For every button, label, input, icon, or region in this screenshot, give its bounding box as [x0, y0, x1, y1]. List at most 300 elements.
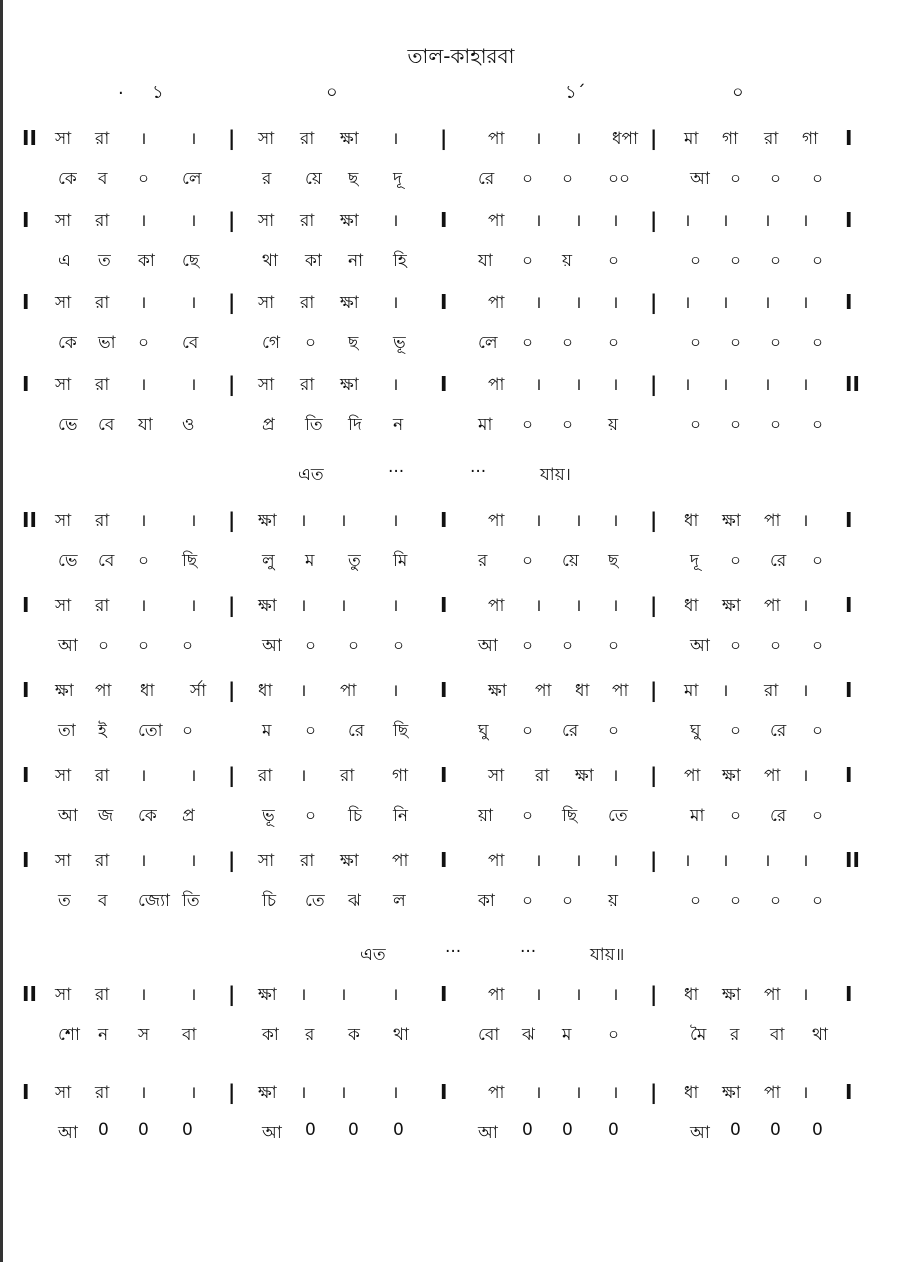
swara-note: । [190, 129, 197, 149]
swara-note: । [612, 985, 619, 1005]
bar-line: II [845, 372, 860, 396]
lyric-syllable: 0 [182, 1120, 193, 1140]
lyric-syllable: মা [690, 806, 705, 826]
swara-note: সা [55, 293, 72, 313]
lyric-syllable: ও [182, 415, 195, 435]
lyric-syllable: লু [262, 551, 275, 571]
lyric-syllable: ভে [58, 415, 78, 435]
swara-note: ক্ষা [340, 211, 359, 231]
lyric-syllable: আ [262, 1123, 282, 1143]
lyric-syllable: ০ [305, 333, 317, 353]
swara-note: পা [488, 1083, 505, 1103]
notation-line [0, 372, 922, 452]
swara-note: । [802, 293, 809, 313]
lyric-syllable: য়ে [562, 551, 579, 571]
lyric-syllable: ০ [522, 806, 534, 826]
lyric-syllable: ০ [730, 415, 742, 435]
lyric-syllable: ০ [305, 636, 317, 656]
swara-note: । [300, 681, 307, 701]
swara-note: পা [488, 985, 505, 1005]
swara-note: গা [392, 766, 409, 786]
swara-note: । [190, 511, 197, 531]
lyric-syllable: বে [98, 551, 115, 571]
lyric-syllable: ল [393, 891, 406, 911]
swara-note: । [190, 293, 197, 313]
swara-note: রা [340, 766, 355, 786]
lyric-syllable: য় [608, 891, 619, 911]
bar-line: | [650, 593, 658, 617]
lyric-syllable: কে [58, 169, 77, 189]
swara-note: ক্ষা [575, 766, 594, 786]
lyric-syllable: ম [562, 1025, 572, 1045]
lyric-syllable: থা [812, 1025, 828, 1045]
swara-note: রা [300, 851, 315, 871]
swara-note: ক্ষা [722, 985, 741, 1005]
swara-note: পা [340, 681, 357, 701]
swara-note: । [392, 985, 399, 1005]
lyric-syllable: 0 [770, 1120, 781, 1140]
swara-note: রা [95, 211, 110, 231]
swara-note: । [535, 293, 542, 313]
swara-note: । [535, 129, 542, 149]
swara-note: পা [535, 681, 552, 701]
lyric-syllable: ০ [730, 169, 742, 189]
lyric-syllable: দি [348, 415, 362, 435]
lyric-syllable: ০ [562, 169, 574, 189]
swara-note: । [300, 511, 307, 531]
notation-line [0, 848, 922, 928]
swara-note: । [190, 985, 197, 1005]
lyric-syllable: মা [478, 415, 493, 435]
refrain-dots: ··· [445, 942, 462, 962]
swara-note: রা [300, 129, 315, 149]
bar-line: I [845, 126, 853, 150]
bar-line: I [22, 593, 30, 617]
swara-note: রা [764, 681, 779, 701]
swara-note: । [612, 766, 619, 786]
swara-note: সা [258, 293, 275, 313]
swara-note: । [575, 851, 582, 871]
swara-note: । [140, 511, 147, 531]
bar-line: | [228, 372, 236, 396]
lyric-syllable: ০ [812, 636, 824, 656]
bar-line: | [650, 290, 658, 314]
lyric-syllable: ০০ [608, 169, 631, 189]
lyric-syllable: 0 [522, 1120, 533, 1140]
lyric-syllable: ঘু [690, 721, 701, 741]
lyric-syllable: মৈ [690, 1025, 707, 1045]
refrain-dots: ··· [470, 462, 487, 482]
lyric-syllable: ০ [770, 333, 782, 353]
swara-note: । [392, 211, 399, 231]
swara-note: । [140, 766, 147, 786]
swara-note: সা [258, 375, 275, 395]
swara-note: র্সা [190, 681, 207, 701]
swara-note: রা [95, 511, 110, 531]
lyric-syllable: ব [98, 169, 108, 189]
swara-note: মা [684, 681, 699, 701]
swara-note: । [802, 511, 809, 531]
swara-note: রা [300, 211, 315, 231]
swara-note: । [684, 293, 691, 313]
swara-note: । [300, 596, 307, 616]
swara-note: । [535, 511, 542, 531]
swara-note: সা [488, 766, 505, 786]
swara-note: পা [764, 596, 781, 616]
swara-note: পা [764, 1083, 781, 1103]
swara-note: । [802, 681, 809, 701]
swara-note: ধা [575, 681, 590, 701]
lyric-syllable: ০ [730, 891, 742, 911]
lyric-syllable: তা [58, 721, 76, 741]
swara-note: রা [95, 293, 110, 313]
lyric-syllable: ০ [348, 636, 360, 656]
bar-line: I [845, 982, 853, 1006]
bar-line: I [440, 678, 448, 702]
swara-row [0, 982, 922, 1022]
lyric-syllable: ০ [522, 636, 534, 656]
lyric-syllable: ০ [522, 251, 534, 271]
swara-note: । [722, 211, 729, 231]
swara-note: । [802, 596, 809, 616]
swara-note: । [722, 681, 729, 701]
swara-note: । [575, 985, 582, 1005]
lyric-syllable: ০ [690, 333, 702, 353]
lyric-syllable: 0 [562, 1120, 573, 1140]
swara-note: । [802, 766, 809, 786]
refrain-word: যায়। [540, 465, 571, 485]
lyric-row [0, 1120, 922, 1160]
swara-note: । [612, 211, 619, 231]
swara-note: । [190, 596, 197, 616]
beat-mark: ১ [152, 82, 164, 103]
lyric-syllable: জ্যো [138, 891, 170, 911]
swara-note: । [612, 511, 619, 531]
bar-line: | [650, 208, 658, 232]
lyric-syllable: য় [608, 415, 619, 435]
lyric-syllable: যা [478, 251, 493, 271]
swara-row [0, 126, 922, 166]
lyric-syllable: ছি [393, 721, 409, 741]
swara-note: ধপা [612, 129, 638, 149]
refrain-dots: ··· [388, 462, 405, 482]
swara-note: ক্ষা [340, 129, 359, 149]
notation-line [0, 593, 922, 673]
lyric-syllable: ০ [522, 415, 534, 435]
lyric-syllable: যা [138, 415, 153, 435]
swara-note: । [575, 129, 582, 149]
bar-line: I [440, 1080, 448, 1104]
notation-line [0, 208, 922, 288]
swara-note: পা [764, 511, 781, 531]
swara-note: ক্ষা [722, 766, 741, 786]
swara-note: । [612, 851, 619, 871]
swara-note: ক্ষা [340, 293, 359, 313]
swara-note: পা [488, 375, 505, 395]
lyric-syllable: ০ [522, 721, 534, 741]
lyric-syllable: ত [98, 251, 111, 271]
swara-note: । [802, 211, 809, 231]
bar-line: I [22, 678, 30, 702]
swara-note: ক্ষা [55, 681, 74, 701]
notation-line [0, 763, 922, 843]
lyric-syllable: লে [182, 169, 202, 189]
refrain-dots: ··· [520, 942, 537, 962]
lyric-syllable: 0 [393, 1120, 404, 1140]
swara-note: । [392, 129, 399, 149]
lyric-syllable: য়ে [305, 169, 322, 189]
bar-line: I [22, 763, 30, 787]
bar-line: I [22, 208, 30, 232]
swara-note: ক্ষা [340, 375, 359, 395]
swara-note: ক্ষা [722, 1083, 741, 1103]
lyric-syllable: ০ [608, 333, 620, 353]
bar-line: I [22, 848, 30, 872]
swara-note: পা [488, 596, 505, 616]
swara-note: । [190, 211, 197, 231]
lyric-row [0, 633, 922, 673]
swara-note: ক্ষা [258, 596, 277, 616]
swara-note: । [140, 129, 147, 149]
swara-note: ক্ষা [258, 511, 277, 531]
bar-line: I [440, 290, 448, 314]
notation-line [0, 290, 922, 370]
bar-line: I [845, 593, 853, 617]
beat-mark: . [118, 78, 124, 99]
swara-note: । [802, 1083, 809, 1103]
lyric-syllable: ০ [138, 169, 150, 189]
bar-line: | [228, 678, 236, 702]
swara-note: পা [488, 851, 505, 871]
lyric-syllable: ০ [562, 333, 574, 353]
swara-note: ক্ষা [722, 511, 741, 531]
lyric-syllable: ০ [770, 636, 782, 656]
lyric-syllable: ০ [138, 333, 150, 353]
notation-line [0, 126, 922, 206]
swara-note: পা [392, 851, 409, 871]
lyric-row [0, 548, 922, 588]
swara-note: । [392, 681, 399, 701]
swara-note: । [140, 596, 147, 616]
beat-mark: ০ [326, 82, 338, 103]
lyric-syllable: কে [58, 333, 77, 353]
swara-note: সা [55, 851, 72, 871]
bar-line: | [650, 848, 658, 872]
swara-note: । [300, 985, 307, 1005]
refrain-word: এত [360, 945, 386, 965]
lyric-syllable: কা [262, 1025, 279, 1045]
swara-note: ক্ষা [488, 681, 507, 701]
bar-line: | [228, 593, 236, 617]
lyric-syllable: হি [393, 251, 407, 271]
lyric-syllable: ০ [522, 333, 534, 353]
lyric-syllable: ০ [812, 415, 824, 435]
swara-note: । [340, 1083, 347, 1103]
lyric-syllable: তে [608, 806, 628, 826]
lyric-syllable: র [262, 169, 272, 189]
lyric-syllable: ০ [608, 721, 620, 741]
lyric-syllable: ০ [305, 806, 317, 826]
swara-note: ধা [684, 511, 699, 531]
swara-note: সা [55, 985, 72, 1005]
bar-line: | [228, 848, 236, 872]
lyric-syllable: আ [58, 1123, 78, 1143]
swara-note: । [722, 851, 729, 871]
bar-line: I [845, 1080, 853, 1104]
swara-note: রা [95, 851, 110, 871]
lyric-syllable: তি [182, 891, 200, 911]
lyric-syllable: ০ [690, 415, 702, 435]
swara-note: পা [488, 129, 505, 149]
swara-note: সা [55, 596, 72, 616]
lyric-syllable: প্র [182, 806, 195, 826]
lyric-syllable: রে [770, 551, 787, 571]
swara-note: । [575, 596, 582, 616]
swara-row [0, 208, 922, 248]
lyric-syllable: কা [478, 891, 495, 911]
swara-note: ধা [684, 1083, 699, 1103]
swara-note: । [392, 596, 399, 616]
lyric-syllable: ০ [812, 721, 824, 741]
lyric-syllable: আ [58, 806, 78, 826]
lyric-syllable: আ [690, 169, 710, 189]
lyric-syllable: 0 [608, 1120, 619, 1140]
lyric-syllable: কে [138, 806, 157, 826]
swara-note: । [612, 293, 619, 313]
lyric-syllable: ০ [522, 169, 534, 189]
swara-note: । [722, 375, 729, 395]
swara-note: ক্ষা [722, 596, 741, 616]
lyric-syllable: ন [393, 415, 404, 435]
swara-note: রা [300, 375, 315, 395]
lyric-syllable: প্র [262, 415, 275, 435]
bar-line: | [650, 1080, 658, 1104]
lyric-syllable: তি [305, 415, 323, 435]
lyric-syllable: বে [98, 415, 115, 435]
swara-note: রা [535, 766, 550, 786]
swara-note: । [340, 985, 347, 1005]
lyric-syllable: ০ [182, 721, 194, 741]
lyric-syllable: ০ [138, 636, 150, 656]
lyric-syllable: ০ [770, 169, 782, 189]
swara-note: রা [95, 596, 110, 616]
swara-note: । [340, 596, 347, 616]
swara-note: । [684, 211, 691, 231]
lyric-syllable: আ [690, 636, 710, 656]
lyric-syllable: ছ [348, 169, 359, 189]
lyric-syllable: দূ [690, 551, 699, 571]
lyric-syllable: রে [770, 806, 787, 826]
swara-note: রা [95, 985, 110, 1005]
swara-note: । [612, 596, 619, 616]
bar-line: | [228, 508, 236, 532]
lyric-row [0, 803, 922, 843]
lyric-syllable: ০ [305, 721, 317, 741]
bar-line: I [440, 372, 448, 396]
swara-row [0, 508, 922, 548]
swara-note: । [684, 375, 691, 395]
lyric-syllable: রে [562, 721, 579, 741]
swara-row [0, 763, 922, 803]
lyric-syllable: ০ [138, 551, 150, 571]
lyric-syllable: ছে [182, 251, 200, 271]
bar-line: II [22, 982, 37, 1006]
lyric-syllable: থা [393, 1025, 409, 1045]
swara-note: রা [300, 293, 315, 313]
notation-line [0, 1080, 922, 1160]
lyric-syllable: 0 [348, 1120, 359, 1140]
lyric-syllable: দূ [393, 169, 402, 189]
bar-line: | [228, 126, 236, 150]
swara-note: । [802, 375, 809, 395]
notation-line [0, 982, 922, 1062]
swara-note: । [190, 851, 197, 871]
lyric-syllable: ছ [348, 333, 359, 353]
bar-line: | [228, 1080, 236, 1104]
lyric-syllable: ০ [608, 636, 620, 656]
swara-note: পা [95, 681, 112, 701]
swara-note: মা [684, 129, 699, 149]
lyric-syllable: য়া [478, 806, 493, 826]
lyric-syllable: থা [262, 251, 278, 271]
lyric-syllable: ০ [812, 333, 824, 353]
beat-markers [0, 78, 922, 108]
bar-line: | [228, 208, 236, 232]
swara-note: । [190, 1083, 197, 1103]
refrain-1 [0, 462, 922, 492]
lyric-syllable: ০ [812, 891, 824, 911]
page-title: তাল-কাহারবা [407, 44, 515, 68]
bar-line: I [22, 290, 30, 314]
swara-note: । [535, 375, 542, 395]
lyric-syllable: কা [138, 251, 155, 271]
lyric-syllable: ০ [562, 891, 574, 911]
lyric-syllable: চি [348, 806, 363, 826]
swara-note: । [612, 1083, 619, 1103]
lyric-syllable: ০ [522, 551, 534, 571]
swara-note: সা [55, 375, 72, 395]
swara-note: । [392, 293, 399, 313]
lyric-syllable: ০ [393, 636, 405, 656]
swara-note: । [300, 1083, 307, 1103]
swara-note: পা [764, 985, 781, 1005]
lyric-syllable: 0 [138, 1120, 149, 1140]
lyric-syllable: কা [305, 251, 322, 271]
swara-note: । [575, 211, 582, 231]
notation-line [0, 678, 922, 758]
swara-note: । [575, 1083, 582, 1103]
swara-row [0, 678, 922, 718]
lyric-row [0, 166, 922, 206]
bar-line: I [22, 372, 30, 396]
bar-line: | [228, 982, 236, 1006]
lyric-syllable: ০ [812, 169, 824, 189]
swara-note: পা [488, 293, 505, 313]
lyric-syllable: আ [690, 1123, 710, 1143]
bar-line: | [228, 290, 236, 314]
swara-note: পা [684, 766, 701, 786]
lyric-syllable: রে [770, 721, 787, 741]
bar-line: I [845, 208, 853, 232]
bar-line: II [845, 848, 860, 872]
lyric-syllable: ০ [730, 806, 742, 826]
lyric-syllable: ই [98, 721, 107, 741]
lyric-syllable: আ [58, 636, 78, 656]
lyric-syllable: বা [182, 1025, 197, 1045]
swara-note: ধা [140, 681, 155, 701]
swara-row [0, 848, 922, 888]
lyric-syllable: ০ [98, 636, 110, 656]
